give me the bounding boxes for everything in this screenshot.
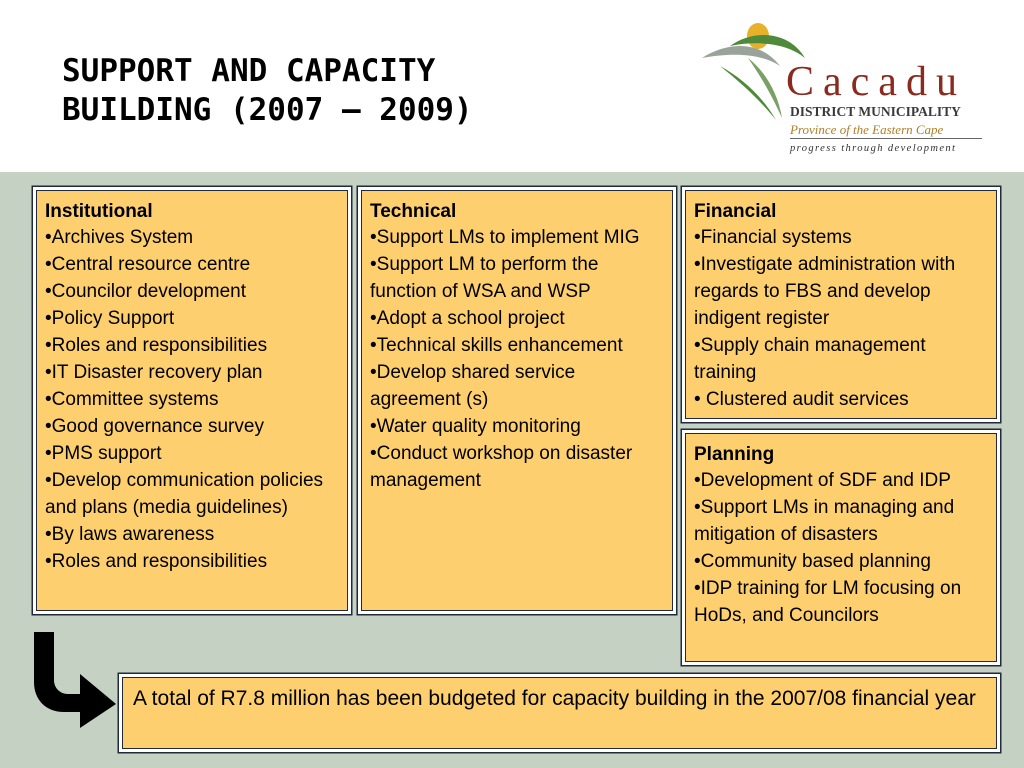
financial-box	[685, 190, 997, 419]
slide-title-line-1: SUPPORT AND CAPACITY	[62, 53, 436, 89]
budget-summary-box	[122, 677, 997, 749]
curved-down-right-arrow-icon	[30, 630, 122, 730]
list-item: •Support LMs to implement MIG	[370, 227, 640, 248]
list-item: •Support LMs in managing and mitigation of disasters	[694, 497, 955, 545]
cacadu-logo	[700, 18, 1000, 163]
list-item: •Roles and responsibilities	[45, 551, 268, 572]
list-item: •Roles and responsibilities	[45, 335, 268, 356]
slide-title-line-2: BUILDING (2007 – 2009)	[62, 92, 473, 128]
financial-list	[694, 224, 988, 413]
slide-title	[62, 52, 622, 130]
list-item: •Financial systems	[694, 227, 852, 248]
list-item: •Adopt a school project	[370, 308, 565, 329]
logo-province: Province of the Eastern Cape	[790, 122, 944, 137]
list-item: •Archives System	[45, 227, 194, 248]
list-item: •PMS support	[45, 443, 162, 464]
technical-list	[370, 224, 664, 494]
technical-box	[361, 190, 673, 611]
logo-divider	[790, 138, 982, 139]
planning-list	[694, 467, 988, 629]
list-item: •Investigate administration with regards to FBS and develop indigent register	[694, 254, 956, 329]
list-item: •Conduct workshop on disaster management	[370, 443, 633, 491]
list-item: •Development of SDF and IDP	[694, 470, 951, 491]
list-item: •Supply chain management training	[694, 335, 926, 383]
list-item: •Policy Support	[45, 308, 175, 329]
list-item: •IDP training for LM focusing on HoDs, and Councilors	[694, 578, 962, 626]
list-item: •Water quality monitoring	[370, 416, 581, 437]
logo-tagline: progress through development	[790, 143, 957, 154]
list-item: •Good governance survey	[45, 416, 264, 437]
list-item: •By laws awareness	[45, 524, 215, 545]
list-item: •Technical skills enhancement	[370, 335, 623, 356]
technical-heading: Technical	[370, 201, 457, 222]
logo-name: Cacadu	[786, 59, 966, 105]
list-item: •Community based planning	[694, 551, 931, 572]
list-item: •Develop shared service agreement (s)	[370, 362, 576, 410]
planning-heading: Planning	[694, 444, 775, 465]
institutional-list	[45, 224, 339, 575]
budget-summary-text: A total of R7.8 million has been budgeted for capacity building in the 2007/08 financial year	[133, 687, 976, 710]
list-item: • Clustered audit services	[694, 389, 909, 410]
financial-heading: Financial	[694, 201, 777, 222]
logo-subtitle: DISTRICT MUNICIPALITY	[790, 104, 961, 119]
planning-box	[685, 433, 997, 662]
institutional-box	[36, 190, 348, 611]
list-item: •IT Disaster recovery plan	[45, 362, 263, 383]
list-item: •Councilor development	[45, 281, 246, 302]
list-item: •Committee systems	[45, 389, 219, 410]
list-item: •Central resource centre	[45, 254, 251, 275]
institutional-heading: Institutional	[45, 201, 153, 222]
list-item: •Develop communication policies and plans (media guidelines)	[45, 470, 324, 518]
list-item: •Support LM to perform the function of WSA and WSP	[370, 254, 599, 302]
